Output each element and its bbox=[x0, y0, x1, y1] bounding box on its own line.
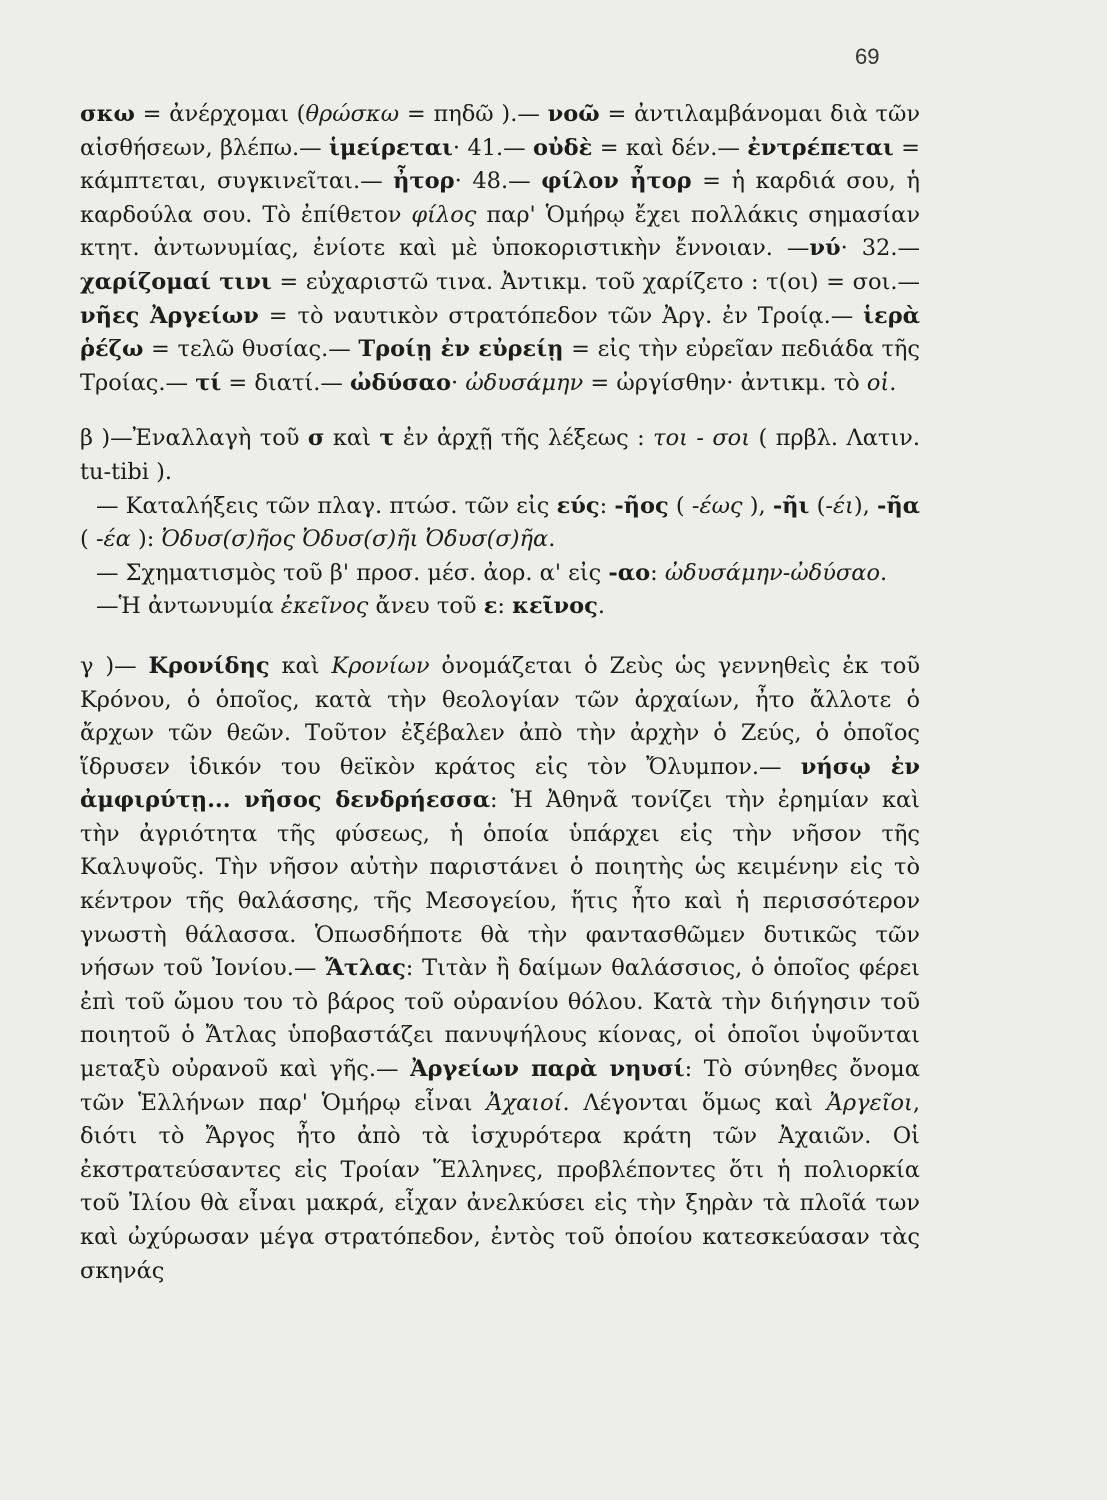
bold-term: τ bbox=[379, 425, 395, 452]
bold-term: Ἄτλας bbox=[325, 955, 406, 982]
text-run: ὀνομάζεται ὁ Ζεὺς ὡς γεννηθεὶς ἐκ τοῦ Κρόνου, ὁ ὁποῖος, κατὰ τὴν θεολογίαν τῶν ἀρχαίων, ἦτο ἄλλοτε ὁ ἄρχων τῶν θεῶν. Τοῦτον ἐξέβαλεν ἀπὸ τὴν ἀρχὴν ὁ Ζεύς, ὁ ὁποῖος ἵδρυσεν ἰδικόν του θεϊκὸν κράτος εἰς τὸν Ὄλυμπον.— bbox=[80, 652, 921, 780]
bold-term: Ἀργείων παρὰ νηυσί bbox=[410, 1056, 685, 1083]
text-run: = ἀνέρχομαι ( bbox=[134, 101, 306, 127]
text-run: γ )— bbox=[80, 652, 149, 679]
bold-term: νοῶ bbox=[547, 101, 600, 127]
text-run: ( πρβλ. Λατιν. tu-tibi ). bbox=[80, 425, 920, 485]
bold-term: τί bbox=[195, 369, 222, 396]
italic-term: -έι bbox=[825, 492, 854, 519]
text-run: ( bbox=[668, 492, 692, 519]
text-run: ( bbox=[809, 492, 826, 519]
text-run: — Καταλήξεις τῶν πλαγ. πτώσ. τῶν εἰς bbox=[96, 492, 557, 519]
bold-term: νήσῳ ἐν ἀμφιρύτῃ... νῆσος δενδρήεσσα bbox=[80, 753, 920, 814]
bold-term: -αο bbox=[608, 559, 651, 586]
text-run: ( bbox=[80, 526, 96, 553]
italic-term: τοι - σοι bbox=[653, 425, 751, 452]
italic-term: ἐκεῖνος bbox=[280, 593, 369, 620]
italic-term: Ἀργεῖοι bbox=[826, 1089, 913, 1116]
text-run: . bbox=[889, 369, 897, 396]
bold-term: χαρίζομαί τινι bbox=[80, 268, 272, 295]
bold-term: -ῆος bbox=[614, 492, 669, 519]
paragraph-pronoun bbox=[80, 590, 920, 624]
text-run: : bbox=[497, 593, 513, 620]
bold-term: ἦτορ bbox=[393, 168, 455, 195]
bold-term: κεῖνος bbox=[512, 593, 598, 620]
italic-term: ὠδυσάμην-ὠδύσαο bbox=[664, 559, 881, 586]
bold-term: ε bbox=[483, 593, 498, 620]
bold-term: οὐδὲ bbox=[533, 134, 593, 161]
bold-term: ὠδύσαο bbox=[350, 369, 451, 396]
bold-term: Κρονίδης bbox=[148, 652, 270, 679]
text-run: παρ' Ὁμήρῳ ἔχει πολλάκις σημασίαν κτητ. ἀντωνυμίας, ἐνίοτε καὶ μὲ ὑποκοριστικὴν ἔννοιαν. — bbox=[80, 201, 920, 262]
italic-term: φίλος bbox=[411, 201, 477, 228]
text-run: : bbox=[650, 559, 665, 586]
text-run: · bbox=[451, 369, 466, 396]
text-run: = κάμπτεται, συγκινεῖται.— bbox=[80, 134, 920, 195]
text-run: = ἀντιλαμβάνομαι διὰ τῶν αἰσθήσεων, βλέπω.— bbox=[80, 101, 920, 161]
bold-term: σκω bbox=[80, 101, 135, 127]
paragraph-gamma bbox=[80, 650, 920, 1288]
text-run: καὶ bbox=[324, 425, 380, 452]
text-run: —Ἡ ἀντωνυμία bbox=[96, 593, 281, 620]
bold-term: -ῆα bbox=[876, 492, 920, 519]
text-run: , διότι τὸ Ἄργος ἦτο ἀπὸ τὰ ἰσχυρότερα κράτη τῶν Ἀχαιῶν. Οἱ ἐκστρατεύσαντες εἰς Τροίαν Ἕλληνες, προβλέποντες ὅτι ἡ πολιορκία τοῦ Ἰλίου θὰ εἶναι μακρά, εἶχαν ἀνελκύσει εἰς τὴν ξηρὰν τὰ πλοῖά των καὶ ὠχύρωσαν μέγα στρατόπεδον, ἐντὸς τοῦ ὁποίου κατεσκεύασαν τὰς σκηνάς bbox=[80, 1089, 921, 1284]
text-run: . Λέγονται ὅμως καὶ bbox=[562, 1089, 827, 1116]
text-run: . bbox=[880, 559, 888, 586]
italic-term: -έα bbox=[95, 526, 131, 553]
text-run: ἄνευ τοῦ bbox=[368, 593, 484, 620]
bold-term: νύ bbox=[809, 235, 841, 262]
italic-term: θρώσκω bbox=[305, 101, 400, 127]
italic-term: Κρονίων bbox=[331, 652, 430, 679]
text-run: β )—Ἐναλλαγὴ τοῦ bbox=[80, 425, 308, 452]
page-number: 69 bbox=[855, 44, 880, 69]
paragraph-aorist bbox=[80, 557, 920, 591]
paragraph-alpha bbox=[80, 98, 920, 400]
text-run: = πηδῶ ).— bbox=[399, 101, 548, 127]
bold-term: φίλον ἦτορ bbox=[541, 168, 692, 195]
text-run: ): bbox=[130, 526, 162, 553]
paragraph-endings bbox=[80, 490, 920, 557]
text-run: : Τὸ σύνηθες ὄνομα τῶν Ἑλλήνων παρ' Ὁμήρῳ εἶναι bbox=[80, 1056, 920, 1116]
text-run: : Ἡ Ἀθηνᾶ τονίζει τὴν ἐρημίαν καὶ τὴν ἀγριότητα τῆς φύσεως, ἡ ὁποία ὑπάρχει εἰς τὴν νῆσον τῆς Καλυψοῦς. Τὴν νῆσον αὐτὴν παριστάνει ὁ ποιητὴς ὡς κειμένην εἰς τὸ κέντρον τῆς θαλάσσης, τῆς Μεσογείου, ἥτις ἦτο καὶ ἡ περισσότερον γνωστὴ θάλασσα. Ὁπωσδήποτε θὰ τὴν φαντασθῶμεν δυτικῶς τῶν νήσων τοῦ Ἰονίου.— bbox=[80, 787, 920, 982]
italic-term: Ἀχαιοί bbox=[486, 1089, 563, 1116]
text-run: . bbox=[597, 593, 606, 620]
text-run: = εἰς τὴν εὐρεῖαν πεδιάδα τῆς Τροίας.— bbox=[80, 336, 921, 396]
text-run: · 48.— bbox=[454, 168, 542, 195]
text-run: . bbox=[548, 526, 556, 553]
text-run: · 41.— bbox=[452, 134, 534, 161]
bold-term: ἱμείρεται bbox=[329, 134, 453, 161]
bold-term: νῆες Ἀργείων bbox=[80, 302, 259, 329]
body-text bbox=[80, 98, 920, 1288]
text-run: = ἡ καρδιά σου, ἡ καρδούλα σου. Τὸ ἐπίθετον bbox=[80, 168, 920, 228]
text-run: : Τιτὰν ἢ δαίμων θαλάσσιος, ὁ ὁποῖος φέρει ἐπὶ τοῦ ὤμου του τὸ βάρος τοῦ οὐρανίου θόλου. Κατὰ τὴν διήγησιν τοῦ ποιητοῦ ὁ Ἄτλας ὑποβαστάζει πανυψήλους κίονας, οἱ ὁποῖοι ὑψοῦνται μεταξὺ οὐρανοῦ καὶ γῆς.— bbox=[80, 955, 920, 1083]
italic-term: ὠδυσάμην bbox=[465, 369, 584, 396]
bold-term: ἐντρέπεται bbox=[747, 134, 894, 161]
bold-term: ἱερὰ ῥέζω bbox=[80, 302, 920, 363]
text-run: · 32.— bbox=[840, 235, 920, 262]
text-run: = διατί.— bbox=[221, 369, 351, 396]
text-run: ), bbox=[742, 492, 773, 519]
bold-term: Τροίῃ ἐν εὐρείῃ bbox=[358, 336, 564, 363]
text-run: = τὸ ναυτικὸν στρατόπεδον τῶν Ἀργ. ἐν Τροίᾳ.— bbox=[258, 302, 864, 329]
text-run: ), bbox=[853, 492, 877, 519]
text-run: ἐν ἀρχῇ τῆς λέξεως : bbox=[394, 425, 654, 452]
text-run: : bbox=[599, 492, 615, 519]
paragraph-beta bbox=[80, 422, 920, 489]
italic-term: -έως bbox=[691, 492, 743, 519]
text-run: = ὠργίσθην· ἀντικμ. τὸ bbox=[583, 369, 867, 396]
bold-term: εύς bbox=[556, 492, 600, 519]
text-run: — Σχηματισμὸς τοῦ β' προσ. μέσ. ἀορ. α' εἰς bbox=[96, 559, 609, 586]
bold-term: -ῆι bbox=[772, 492, 810, 519]
bold-term: σ bbox=[307, 425, 325, 452]
italic-term: Ὀδυσ(σ)ῆος Ὀδυσ(σ)ῆι Ὀδυσ(σ)ῆα bbox=[161, 526, 549, 553]
text-run: = τελῶ θυσίας.— bbox=[143, 336, 359, 363]
text-run: = εὐχαριστῶ τινα. Ἀντικμ. τοῦ χαρίζετο : τ(οι) = σοι.— bbox=[271, 268, 921, 295]
text-run: καὶ bbox=[269, 652, 332, 679]
text-run: = καὶ δέν.— bbox=[592, 134, 748, 161]
italic-term: οἱ bbox=[866, 369, 890, 396]
